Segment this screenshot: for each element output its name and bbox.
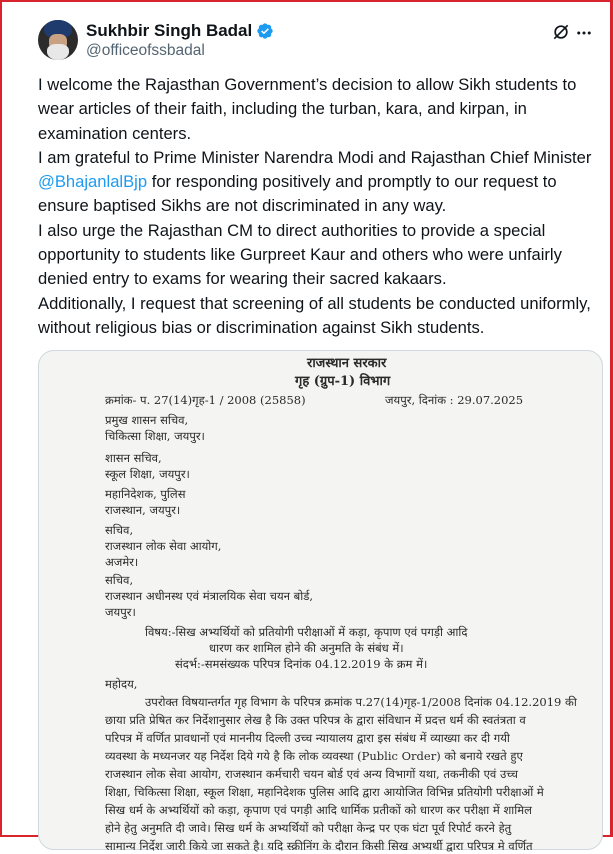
grok-icon[interactable] xyxy=(551,22,571,42)
doc-address-line: स्कूल शिक्षा, जयपुर। xyxy=(105,467,190,481)
doc-address-line: प्रमुख शासन सचिव, xyxy=(105,413,189,427)
tweet-text xyxy=(38,73,594,340)
tweet-paragraph-1: I welcome the Rajasthan Government’s decision to allow Sikh students to wear articles of their faith, including the turban, kara, and kirpan, in examination centers. xyxy=(38,75,577,143)
doc-address-line: महानिदेशक, पुलिस xyxy=(105,487,186,501)
doc-body-line: उपरोक्त विषयान्तर्गत गृह विभाग के परिपत्र क्रमांक प.27(14)गृह-1/2008 दिनांक 04.12.2019 की xyxy=(145,695,577,709)
tweet-header xyxy=(38,18,593,64)
doc-address-line: जयपुर। xyxy=(105,605,136,619)
author-avatar[interactable] xyxy=(38,20,78,60)
doc-address-line: राजस्थान लोक सेवा आयोग, xyxy=(105,539,222,553)
doc-body-line: छाया प्रति प्रेषित कर निर्देशानुसार लेख है कि उक्त परिपत्र के द्वारा संविधान में प्रदत्त धर्म की स्वतंत्रता व xyxy=(105,713,526,727)
doc-body-line: राजस्थान लोक सेवा आयोग, राजस्थान कर्मचारी चयन बोर्ड एवं अन्य विभागों यथा, तकनीकी एवं उच्च xyxy=(105,767,518,781)
doc-body-line: शिक्षा, चिकित्सा शिक्षा, स्कूल शिक्षा, महानिदेशक पुलिस आदि द्वारा आयोजित विभिन्न प्रतियोगी परीक्षाओं मे xyxy=(105,785,544,799)
government-letter xyxy=(39,351,602,853)
author-names xyxy=(86,20,274,61)
doc-body-line: व्यवस्था के मध्यनजर यह निर्देश दिये गये है कि लोक व्यवस्था (Public Order) को बनाये रखते हुए xyxy=(105,749,523,763)
more-options-icon[interactable] xyxy=(575,24,593,42)
doc-ref-number: क्रमांक- प. 27(14)गृह-1 / 2008 (25858) xyxy=(105,393,306,407)
doc-salutation: महोदय, xyxy=(105,677,138,691)
doc-heading-1: राजस्थान सरकार xyxy=(307,356,387,371)
doc-subject: धारण कर शामिल होने की अनुमति के संबंध में। xyxy=(209,641,404,655)
doc-heading-2: गृह (ग्रुप-1) विभाग xyxy=(295,374,391,389)
doc-reference: संदर्भ:-समसंख्यक परिपत्र दिनांक 04.12.2019 के क्रम में। xyxy=(175,657,428,671)
author-handle[interactable]: @officeofssbadal xyxy=(86,42,205,59)
doc-body-line: सिख धर्म के अभ्यर्थियों को कड़ा, कृपाण एवं पगड़ी आदि धार्मिक प्रतीकों को धारण कर परीक्षा में शामिल xyxy=(105,803,532,817)
author-display-name[interactable]: Sukhbir Singh Badal xyxy=(86,20,274,41)
doc-body-line: परिपत्र में वर्णित प्रावधानों एवं माननीय दिल्ली उच्च न्यायालय द्वारा इस संबंध में व्याख्या कर दी गयी xyxy=(105,731,510,745)
doc-address-line: चिकित्सा शिक्षा, जयपुर। xyxy=(105,429,205,443)
doc-date: जयपुर, दिनांक : 29.07.2025 xyxy=(385,393,524,407)
doc-address-line: राजस्थान, जयपुर। xyxy=(105,503,181,517)
doc-subject: विषय:-सिख अभ्यर्थियों को प्रतियोगी परीक्षाओं में कड़ा, कृपाण एवं पगड़ी आदि xyxy=(145,625,468,639)
verified-badge-icon xyxy=(256,22,274,40)
doc-address-line: सचिव, xyxy=(105,523,134,537)
doc-body-line: होने हेतु अनुमति दी जावे। सिख धर्म के अभ्यर्थियों को परीक्षा केन्द्र पर एक घंटा पूर्व रिपोर्ट करने हेतु xyxy=(105,821,512,835)
doc-address-line: अजमेर। xyxy=(105,555,139,569)
tweet-paragraph-2: I am grateful to Prime Minister Narendra Modi and Rajasthan Chief Minister @BhajanlalBjp for responding positively and promptly to our request to ensure baptised Sikhs are not discriminated in any way. xyxy=(38,147,592,216)
attached-document-image[interactable] xyxy=(38,350,603,853)
tweet-paragraph-3: I also urge the Rajasthan CM to direct authorities to provide a special opportunity to students like Gurpreet Kaur and others who were unfairly denied entry to exams for wearing their sacred kakaars. xyxy=(38,220,562,289)
doc-address-line: सचिव, xyxy=(105,573,134,587)
doc-address-line: शासन सचिव, xyxy=(105,451,162,465)
mention-link[interactable]: @BhajanlalBjp xyxy=(38,172,148,192)
tweet-paragraph-4: Additionally, I request that screening of all students be conducted uniformly, without religious bias or discrimination against Sikh students. xyxy=(38,293,591,337)
doc-address-line: राजस्थान अधीनस्थ एवं मंत्रालयिक सेवा चयन बोर्ड, xyxy=(105,589,313,603)
doc-body-line: सामान्य निर्देश जारी किये जा सकते है। यदि स्क्रीनिंग के दौरान किसी सिख अभ्यर्थी द्वारा परिपत्र मे वर्णित xyxy=(105,839,533,853)
